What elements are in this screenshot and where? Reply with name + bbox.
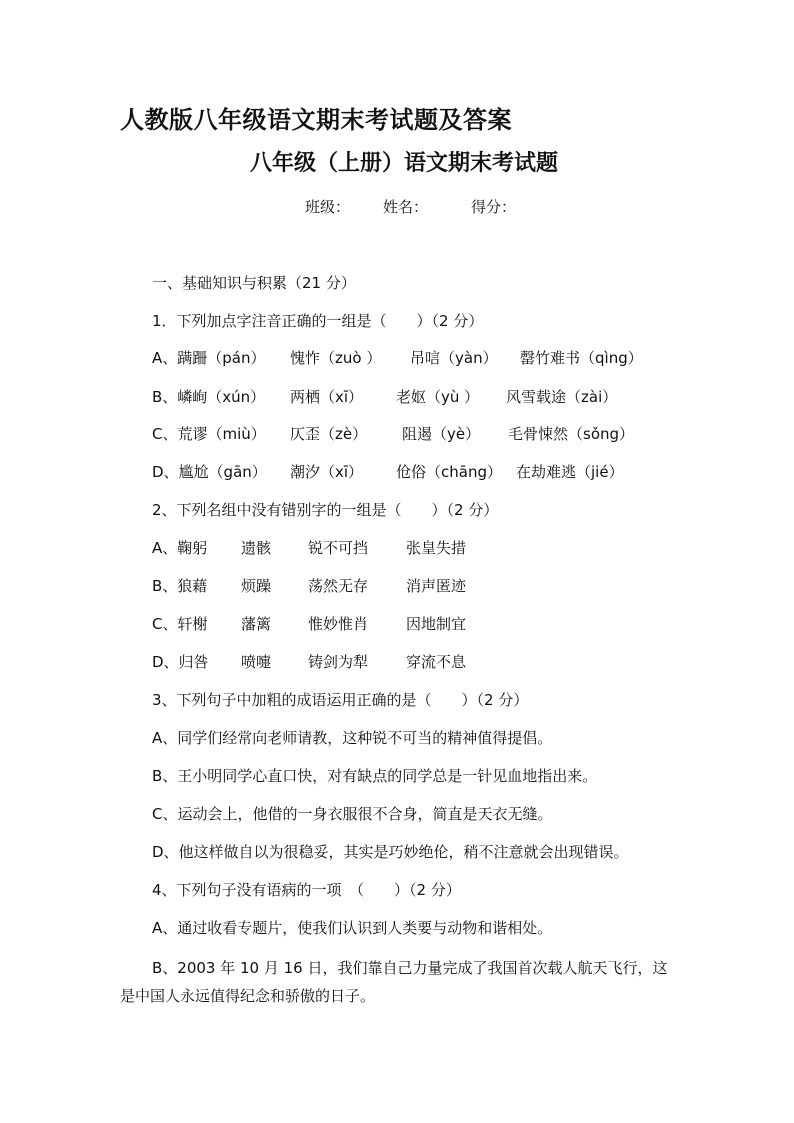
name-label: 姓名：: [383, 198, 429, 216]
option-item: 仄歪（zè）: [290, 425, 368, 443]
option-item: A、鞠躬: [152, 539, 208, 557]
q3-option-c: C、运动会上，他借的一身衣服很不合身，简直是天衣无缝。: [152, 805, 553, 823]
option-item: 潮汐（xī）: [290, 463, 364, 481]
option-item: 锐不可挡: [308, 539, 369, 557]
section-heading: 一、基础知识与积累（21 分）: [152, 274, 356, 292]
option-item: 穿流不息: [406, 653, 467, 671]
option-item: 荡然无存: [308, 577, 369, 595]
class-label: 班级：: [305, 198, 351, 216]
option-item: 两栖（xī）: [290, 388, 364, 406]
q3-option-b: B、王小明同学心直口快，对有缺点的同学总是一针见血地指出来。: [152, 767, 598, 785]
q3-option-a: A、同学们经常向老师请教，这种锐不可当的精神值得提倡。: [152, 729, 553, 747]
score-label: 得分：: [471, 198, 517, 216]
option-item: 毛骨悚然（sǒng）: [508, 425, 635, 443]
option-item: 愧怍（zuò ）: [290, 349, 382, 367]
option-item: B、狼藉: [152, 577, 208, 595]
option-item: 铸剑为犁: [308, 653, 369, 671]
option-item: 罄竹难书（qìng）: [520, 349, 643, 367]
exam-title: 八年级（上册）语文期末考试题: [249, 151, 558, 176]
q3-option-d: D、他这样做自以为很稳妥，其实是巧妙绝伦，稍不注意就会出现错误。: [152, 843, 629, 861]
question-3-stem: 3、下列句子中加粗的成语运用正确的是（ ）（2 分）: [152, 691, 529, 709]
option-item: D、尴尬（gān）: [152, 463, 267, 481]
student-info-row: [0, 196, 794, 218]
option-item: 风雪载途（zài）: [506, 388, 618, 406]
question-1-stem: 1．下列加点字注音正确的一组是（ ）（2 分）: [152, 312, 484, 330]
option-item: 老妪（yù ）: [396, 388, 480, 406]
option-item: A、蹒跚（pán）: [152, 349, 266, 367]
question-4-stem: 4、下列句子没有语病的一项 （ ）（2 分）: [152, 881, 461, 899]
option-item: C、轩榭: [152, 615, 208, 633]
option-item: 在劫难逃（jié）: [516, 463, 624, 481]
option-item: 张皇失措: [406, 539, 467, 557]
option-item: 吊唁（yàn）: [410, 349, 498, 367]
option-item: 藩篱: [241, 615, 272, 633]
option-item: 伧俗（chāng）: [396, 463, 502, 481]
option-item: 喷嚏: [241, 653, 272, 671]
option-item: 惟妙惟肖: [308, 615, 369, 633]
option-item: 消声匿迹: [406, 577, 467, 595]
option-item: C、荒谬（miù）: [152, 425, 266, 443]
option-item: B、嶙峋（xún）: [152, 388, 266, 406]
option-item: 遗骸: [241, 539, 272, 557]
option-item: 阻遏（yè）: [402, 425, 481, 443]
option-item: 因地制宜: [406, 615, 467, 633]
q4-option-b: B、2003 年 10 月 16 日，我们靠自己力量完成了我国首次载人航天飞行，这是中国人永远值得纪念和骄傲的日子。: [120, 959, 668, 1005]
option-item: D、归咎: [152, 653, 209, 671]
q4-option-a: A、通过收看专题片，使我们认识到人类要与动物和谐相处。: [152, 919, 553, 937]
question-2-stem: 2、下列名组中没有错别字的一组是（ ）（2 分）: [152, 501, 499, 519]
option-item: 烦躁: [241, 577, 272, 595]
document-title: 人教版八年级语文期末考试题及答案: [120, 106, 512, 134]
